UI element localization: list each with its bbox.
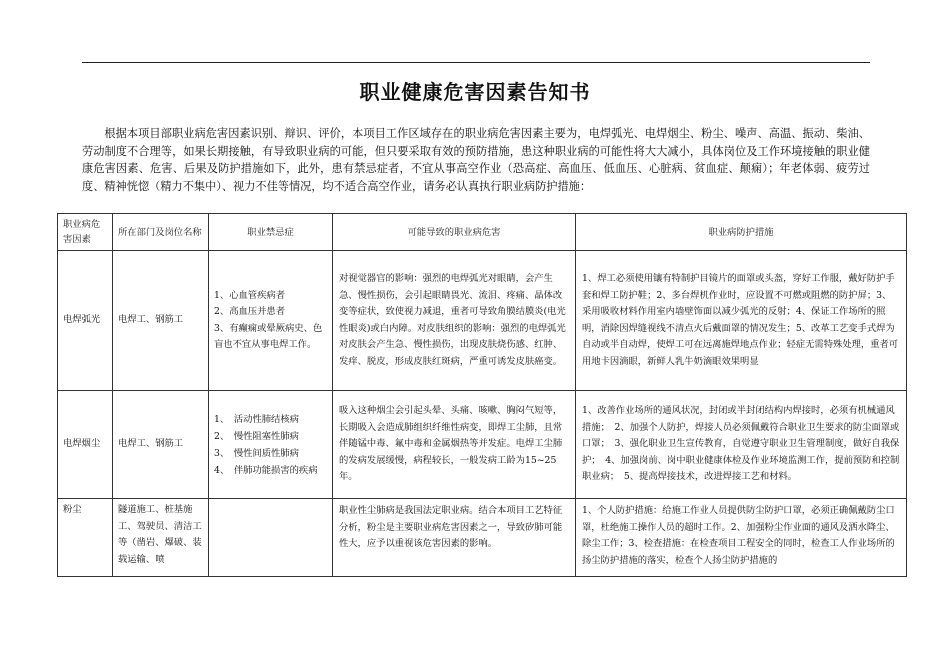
table-row [58,499,907,577]
hazard-cell: 职业性尘肺病是我国法定职业病。结合本项目工艺特征分析，粉尘是主要职业病危害因素之一，导致矽肺可能性大，应予以重视该危害因素的影响。 [333,499,576,577]
factor-cell: 粉尘 [58,499,113,577]
hazard-cell: 对视觉器官的影响：强烈的电焊弧光对眼睛，会产生急、慢性损伤，会引起眼睛畏光、流泪、疼痛、晶体改变等症状，致使视力减退，重者可导致角膜结膜炎(电光性眼炎)或白内障。对皮肤组织的影响：强烈的电焊弧光对皮肤会产生急、慢性损伤，出现皮肤烧伤感、红肿、发痒、脱皮，形成皮肤红斑病，严重可诱发皮肤癌变。 [333,251,576,391]
contraindication-item: 4、 伴肺功能损害的疾病 [214,464,318,476]
measures-cell: 1、焊工必须使用镶有特制护目镜片的面罩或头盔，穿好工作服，戴好防护手套和焊工防护鞋；2、多台焊机作业时，应设置不可燃或阻燃的防护屏；3、采用吸收材料作用室内墙壁饰面以减少弧光的反射；4、保证工作场所的照明，消除因焊缝视线不清点火后戴面罩的情况发生；5、改革工艺变手式焊为自动或半自动焊，使焊工可在远离施焊地点作业；轻症无需特殊处理，重者可用地卡因滴眼，新鲜人乳牛奶滴眼效果明显 [576,251,907,391]
contraindication-cell [209,391,333,499]
table-header-row [58,214,907,251]
contraindication-cell [209,251,333,391]
factor-cell: 电焊烟尘 [58,391,113,499]
header-hazard: 可能导致的职业病危害 [333,214,576,251]
post-cell: 电焊工、钢筋工 [113,391,209,499]
document-title: 职业健康危害因素告知书 [359,80,591,104]
contraindication-item: 1、心血管疾病者 [214,289,285,301]
contraindication-item: 2、高血压并患者 [214,306,285,317]
table-row [58,391,907,499]
contraindication-cell [209,499,333,577]
header-contraindication: 职业禁忌症 [209,214,333,251]
contraindication-item: 1、 活动性肺结核病 [214,413,299,425]
contraindication-item: 3、 慢性间质性肺病 [214,447,299,459]
header-factor: 职业病危害因素 [58,214,113,251]
contraindication-item: 3、有癫痫或晕厥病史、色盲也不宜从事电焊工作。 [214,322,323,350]
factor-cell: 电焊弧光 [58,251,113,391]
table-row [58,251,907,391]
intro-paragraph [82,125,870,195]
header-post: 所在部门及岗位名称 [113,214,209,251]
measures-cell: 1、个人防护措施：给施工作业人员提供防尘防护口罩，必须正确佩戴防尘口罩，杜绝施工操作人员的超时工作。2、加强粉尘作业面的通风及洒水降尘、除尘工作；3、检查措施：在检查项目工程安全的同时，检查工人作业场所的扬尘防护措施的落实，检查个人扬尘防护措施的 [576,499,907,577]
hazard-cell: 吸入这种烟尘会引起头晕、头痛、咳嗽、胸闷气短等，长期吸入会造成肺组织纤维性病变，即焊工尘肺，且常伴随锰中毒、氟中毒和金属烟热等并发症。电焊工尘肺的发病发展缓慢，病程较长，一般发病工龄为15~25年。 [333,391,576,499]
header-measures: 职业病防护措施 [576,214,907,251]
contraindication-item: 2、 慢性阻塞性肺病 [214,430,299,442]
intro-text: 根据本项目部职业病危害因素识别、辩识、评价，本项目工作区域存在的职业病危害因素主要为，电焊弧光、电焊烟尘、粉尘、噪声、高温、振动、柴油、劳动制度不合理等，如果长期接触，有导致职业病的可能，但只要采取有效的预防措施，患这种职业病的可能性将大大减小，具体岗位及工作环境接触的职业健康危害因素、危害、后果及防护措施如下，此外，患有禁忌症者，不宜从事高空作业（恐高症、高血压、低血压、心脏病、贫血症、颠痫）；年老体弱、疲劳过度、精神恍惚（精力不集中）、视力不佳等情况，均不适合高空作业，请务必认真执行职业病防护措施： [82,127,870,193]
measures-cell: 1、改善作业场所的通风状况，封闭或半封闭结构内焊接时，必须有机械通风措施； 2、加强个人防护，焊接人员必须佩戴符合职业卫生要求的防尘面罩或口罩； 3、强化职业卫生宣传教育，自觉遵守职业卫生管理制度，做好自我保护； 4、加强岗前、岗中职业健康体检及作业环境监测工作，提前预防和控制职业病； 5、提高焊接技术，改进焊接工艺和材料。 [576,391,907,499]
post-cell: 电焊工、钢筋工 [113,251,209,391]
hazard-table [57,213,907,577]
post-cell: 隧道施工、桩基施工、驾驶员、清洁工等（凿岩、爆破、装载运输、喷 [113,499,209,577]
top-rule [82,62,870,63]
